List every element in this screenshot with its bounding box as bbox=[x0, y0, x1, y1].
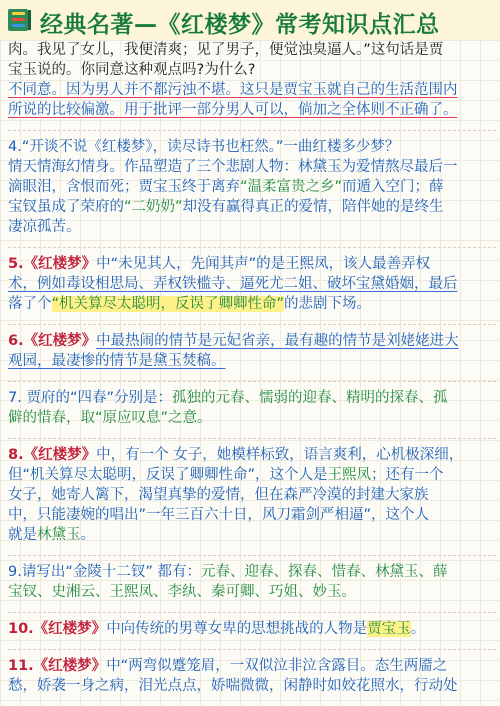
text-segment: 中“两弯似蹙笼眉，一双似泣非泣含露目。态生两靥之 bbox=[106, 658, 448, 674]
text-line bbox=[8, 445, 496, 465]
knowledge-item bbox=[8, 40, 496, 120]
text-segment: “机关算尽太聪明，反误了卿卿性命” bbox=[51, 296, 285, 312]
text-segment: 女子，她寄人篱下，渴望真挚的爱情，但在森严冷漠的封建大家族 bbox=[8, 487, 429, 503]
text-segment: 元春、迎春、探春、惜春、林黛玉、薛 bbox=[200, 564, 448, 580]
knowledge-item bbox=[8, 137, 496, 237]
text-segment: 孤独的元春、懦弱的迎春、精明的探春、孤 bbox=[171, 390, 448, 406]
text-line bbox=[8, 217, 496, 237]
text-segment: 6.《红楼梦》 bbox=[8, 333, 97, 349]
text-segment: “二奶奶” bbox=[124, 199, 183, 215]
text-segment: 7. 贾府的“四春”分别是： bbox=[8, 390, 172, 406]
text-line bbox=[8, 274, 496, 294]
text-line bbox=[8, 676, 496, 696]
knowledge-item bbox=[8, 562, 496, 602]
text-line bbox=[8, 619, 496, 639]
text-segment: 。 bbox=[80, 527, 95, 543]
text-line bbox=[8, 331, 496, 351]
header-bar bbox=[0, 0, 500, 40]
text-segment: 中，只能凄婉的唱出”一年三百六十日，风刀霜剑严相逼”，这个人 bbox=[8, 507, 430, 523]
text-line bbox=[8, 562, 496, 582]
text-segment: 中最热闹的情节是元妃省亲，最有趣的情节是刘姥姥进大 bbox=[96, 333, 459, 349]
text-line bbox=[8, 100, 496, 120]
book-icon bbox=[6, 7, 34, 33]
divider bbox=[8, 130, 496, 131]
knowledge-item bbox=[8, 619, 496, 639]
divider bbox=[8, 649, 496, 650]
text-segment: 而遁入空门；薛 bbox=[342, 179, 444, 195]
text-line bbox=[8, 351, 496, 371]
divider bbox=[8, 381, 496, 382]
text-segment: ；还有一个 bbox=[371, 467, 444, 483]
text-line bbox=[8, 485, 496, 505]
text-segment: 术，例如毒设相思局、弄权铁槛寺、逼死尤二姐、破坏宝黛婚姻，最后 bbox=[8, 276, 458, 292]
text-line bbox=[8, 582, 496, 602]
text-line bbox=[8, 197, 496, 217]
text-line bbox=[8, 157, 496, 177]
text-segment: 11.《红楼梦》 bbox=[8, 658, 107, 674]
page-title: 经典名著—《红楼梦》常考知识点汇总 bbox=[40, 12, 440, 38]
knowledge-list bbox=[8, 40, 496, 706]
text-line bbox=[8, 525, 496, 545]
text-segment: 不同意。因为男人并不都污浊不堪。这只是贾宝玉就自己的生活范围内 bbox=[8, 82, 458, 98]
divider bbox=[8, 612, 496, 613]
text-segment: 宝钗、史湘云、王熙凤、李纨、秦可卿、巧姐、妙玉。 bbox=[8, 584, 356, 600]
text-segment: 中，有一个 女子，她模样标致，语言爽利，心机极深细， bbox=[96, 447, 464, 463]
text-line bbox=[8, 656, 496, 676]
text-line bbox=[8, 294, 496, 314]
text-segment: 贾宝玉 bbox=[367, 621, 411, 637]
text-segment: 就是 bbox=[8, 527, 37, 543]
text-segment: 却没有赢得真正的爱情，陪伴她的是终生 bbox=[182, 199, 444, 215]
text-segment: 凄凉孤苦。 bbox=[8, 219, 81, 235]
text-segment: 4.“开谈不说《红楼梦》，读尽诗书也枉然。”一曲红楼多少梦？ bbox=[8, 139, 400, 155]
text-segment: 中向传统的男尊女卑的思想挑战的人物是 bbox=[106, 621, 368, 637]
text-line bbox=[8, 60, 496, 80]
text-segment: 宝钗虽成了荣府的 bbox=[8, 199, 124, 215]
text-segment: 。 bbox=[410, 621, 426, 637]
text-segment: 肉。我见了女儿，我便清爽；见了男子，便觉浊臭逼人。”这句话是贾 bbox=[8, 42, 444, 58]
text-segment: 滴眼泪，含恨而死；贾宝玉终于离弃 bbox=[8, 179, 240, 195]
knowledge-item bbox=[8, 254, 496, 314]
text-line bbox=[8, 177, 496, 197]
divider bbox=[8, 324, 496, 325]
text-segment: 中“未见其人，先闻其声”的是王熙凤，该人最善弄权 bbox=[96, 256, 431, 272]
text-segment: 但“机关算尽太聪明，反误了卿卿性命”，这个人是 bbox=[8, 467, 328, 483]
text-segment: 10.《红楼梦》 bbox=[8, 621, 107, 637]
text-segment: 5.《红楼梦》 bbox=[8, 256, 97, 272]
text-segment: 宝玉说的。你同意这种观点吗?为什么? bbox=[8, 62, 256, 78]
text-line bbox=[8, 254, 496, 274]
text-segment: 僻的惜春，取“原应叹息”之意。 bbox=[8, 410, 212, 426]
text-line bbox=[8, 80, 496, 100]
text-line bbox=[8, 505, 496, 525]
divider bbox=[8, 247, 496, 248]
text-segment: 情天情海幻情身。作品塑造了三个悲剧人物：林黛玉为爱情熬尽最后一 bbox=[8, 159, 458, 175]
text-segment: 林黛玉 bbox=[37, 527, 81, 543]
knowledge-item bbox=[8, 331, 496, 371]
divider bbox=[8, 438, 496, 439]
text-line bbox=[8, 137, 496, 157]
text-line bbox=[8, 408, 496, 428]
text-segment: 愁，娇袭一身之病，泪光点点，娇喘微微，闲静时如姣花照水，行动处 bbox=[8, 678, 458, 694]
text-segment: 8.《红楼梦》 bbox=[8, 447, 97, 463]
text-segment: 王熙凤 bbox=[327, 467, 372, 483]
knowledge-item bbox=[8, 388, 496, 428]
text-segment: 观园，最凄惨的情节是黛玉焚稿。 bbox=[8, 353, 226, 369]
text-segment: “温柔富贵之乡” bbox=[240, 179, 343, 195]
text-segment: 9.请写出“金陵十二钗” 都有： bbox=[8, 564, 201, 580]
text-line bbox=[8, 465, 496, 485]
text-line bbox=[8, 388, 496, 408]
knowledge-item bbox=[8, 656, 496, 696]
knowledge-item bbox=[8, 445, 496, 545]
text-line bbox=[8, 40, 496, 60]
text-segment: 的悲剧下场。 bbox=[284, 296, 372, 312]
text-segment: 所说的比较偏激。用于批评一部分男人可以，倘加之全体则不正确了。 bbox=[8, 102, 458, 118]
text-segment: 落了个 bbox=[8, 296, 52, 312]
divider bbox=[8, 555, 496, 556]
